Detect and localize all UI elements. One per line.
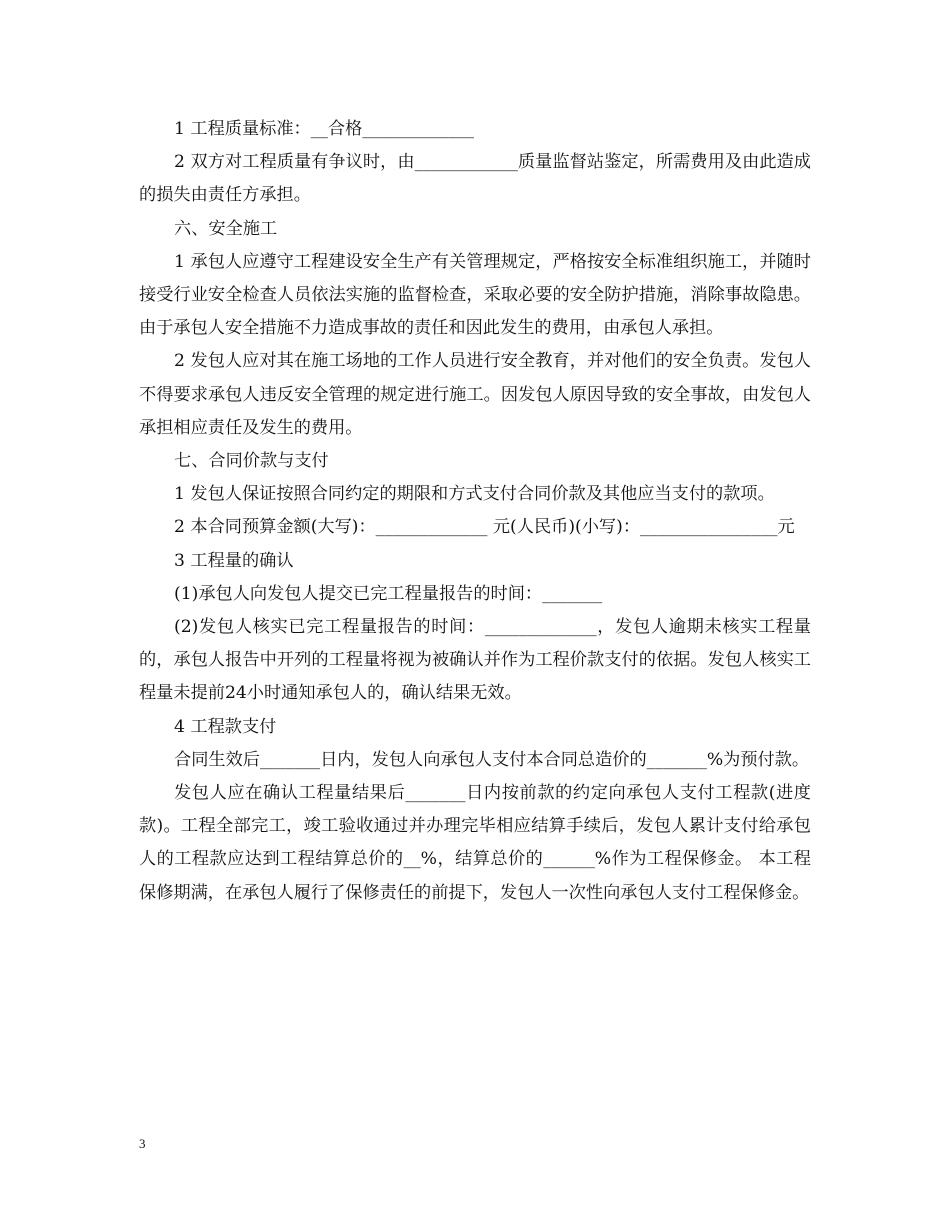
section-heading-price-payment: 七、合同价款与支付 xyxy=(174,451,329,472)
paragraph-progress-payment: 发包人应在确认工程量结果后_______日内按前款的约定向承包人支付工程款(进度款)。工程全部完工，竣工验收通过并办理完毕相应结算手续后，发包人累计支付给承包人的工程款应达到工程结算总价的__%，结算总价的______%作为工程保修金。 本工程保修期满，在承包人履行了保修责任的前提下，发包人一次性向承包人支付工程保修金。 xyxy=(139,783,811,903)
paragraph-quality-standard: 1 工程质量标准：__合格_____________ xyxy=(174,119,474,139)
paragraph-advance-payment: 合同生效后_______日内，发包人向承包人支付本合同总造价的_______%为预付款。 xyxy=(174,749,810,770)
paragraph-contractor-safety: 1 承包人应遵守工程建设安全生产有关管理规定，严格按安全标准组织施工，并随时接受行业安全检查人员依法实施的监督检查，采取必要的安全防护措施，消除事故隐患。由于承包人安全措施不力造成事故的责任和因此发生的费用，由承包人承担。 xyxy=(139,251,811,339)
page-number: 3 xyxy=(139,1136,146,1151)
paragraph-payment-guarantee: 1 发包人保证按照合同约定的期限和方式支付合同价款及其他应当支付的款项。 xyxy=(174,484,775,505)
paragraph-employer-safety: 2 发包人应对其在施工场地的工作人员进行安全教育，并对他们的安全负责。发包人不得要求承包人违反安全管理的规定进行施工。因发包人原因导致的安全事故，由发包人承担相应责任及发生的费用。 xyxy=(139,351,811,438)
section-heading-safety: 六、安全施工 xyxy=(174,218,278,239)
subheading-project-payment: 4 工程款支付 xyxy=(174,716,277,737)
subheading-quantity-confirmation: 3 工程量的确认 xyxy=(174,550,294,571)
paragraph-report-verification: (2)发包人核实已完工程量报告的时间：_____________，发包人逾期未核实工程量的，承包人报告中开列的工程量将视为被确认并作为工程价款支付的依据。发包人核实工程量未提前24小时通知承包人的，确认结果无效。 xyxy=(139,617,811,704)
paragraph-quality-dispute: 2 双方对工程质量有争议时，由____________质量监督站鉴定，所需费用及由此造成的损失由责任方承担。 xyxy=(139,152,811,206)
paragraph-budget-amount: 2 本合同预算金额(大写)：_____________ 元(人民币)(小写)：________________元 xyxy=(174,517,795,538)
paragraph-report-submission: (1)承包人向发包人提交已完工程量报告的时间：_______ xyxy=(174,583,603,604)
document-page xyxy=(139,113,811,910)
